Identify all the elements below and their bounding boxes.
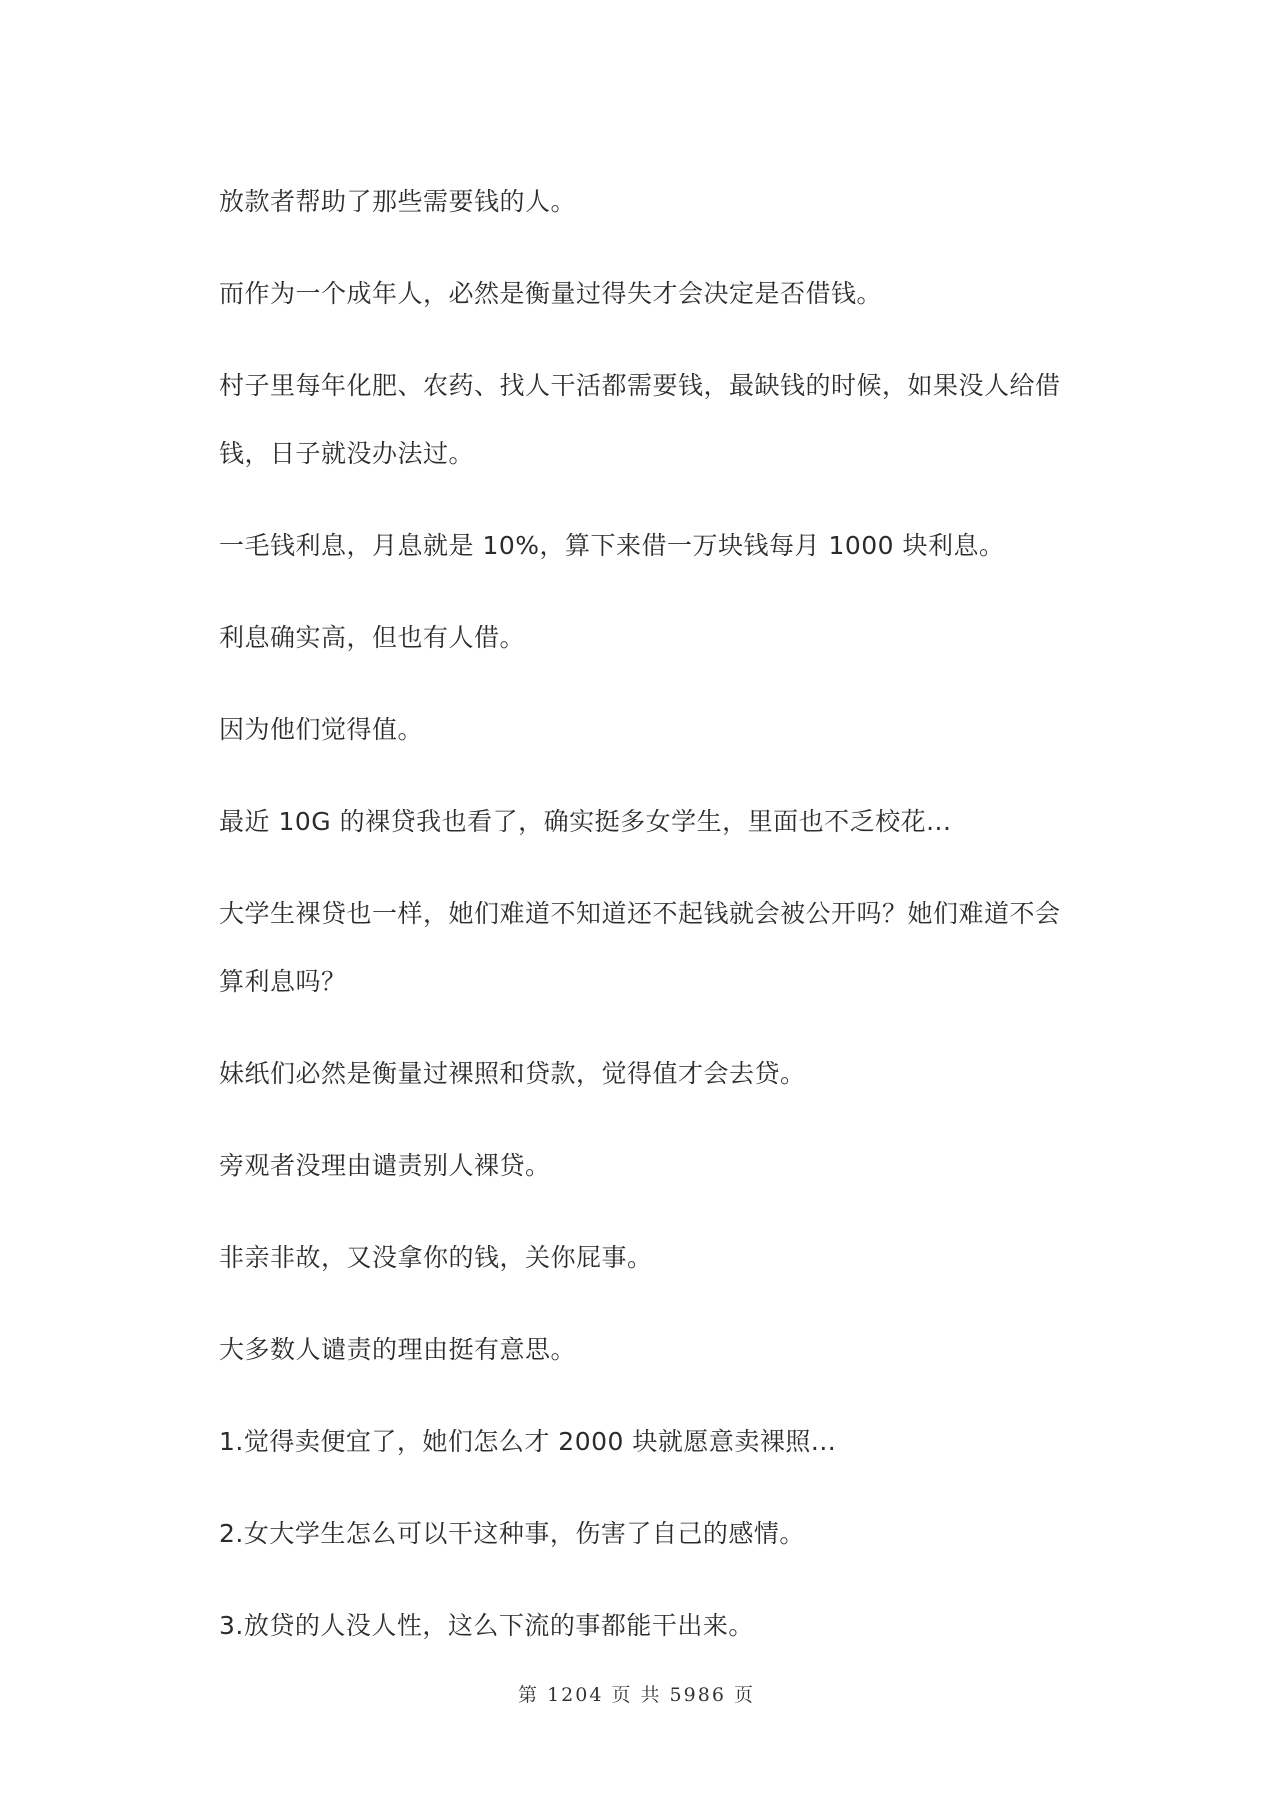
paragraph: 最近 10G 的裸贷我也看了，确实挺多女学生，里面也不乏校花... bbox=[219, 807, 952, 836]
paragraph: 因为他们觉得值。 bbox=[219, 715, 424, 744]
paragraph: 非亲非故，又没拿你的钱，关你屁事。 bbox=[219, 1243, 653, 1272]
paragraph: 利息确实高，但也有人借。 bbox=[219, 623, 526, 652]
paragraph: 大多数人谴责的理由挺有意思。 bbox=[219, 1335, 577, 1364]
body-text bbox=[219, 168, 1079, 1684]
paragraph: 村子里每年化肥、农药、找人干活都需要钱，最缺钱的时候，如果没人给借钱，日子就没办法过。 bbox=[219, 371, 1061, 468]
paragraph: 旁观者没理由谴责别人裸贷。 bbox=[219, 1151, 551, 1180]
paragraph: 大学生裸贷也一样，她们难道不知道还不起钱就会被公开吗？她们难道不会算利息吗？ bbox=[219, 899, 1061, 996]
paragraph: 放款者帮助了那些需要钱的人。 bbox=[219, 187, 577, 216]
paragraph: 2.女大学生怎么可以干这种事，伤害了自己的感情。 bbox=[219, 1519, 805, 1548]
paragraph: 1.觉得卖便宜了，她们怎么才 2000 块就愿意卖裸照... bbox=[219, 1427, 837, 1456]
paragraph: 3.放贷的人没人性，这么下流的事都能干出来。 bbox=[219, 1611, 754, 1640]
page-number-footer: 第 1204 页 共 5986 页 bbox=[518, 1684, 755, 1706]
paragraph: 而作为一个成年人，必然是衡量过得失才会决定是否借钱。 bbox=[219, 279, 883, 308]
paragraph: 一毛钱利息，月息就是 10%，算下来借一万块钱每月 1000 块利息。 bbox=[219, 531, 1005, 560]
paragraph: 妹纸们必然是衡量过裸照和贷款，觉得值才会去贷。 bbox=[219, 1059, 806, 1088]
